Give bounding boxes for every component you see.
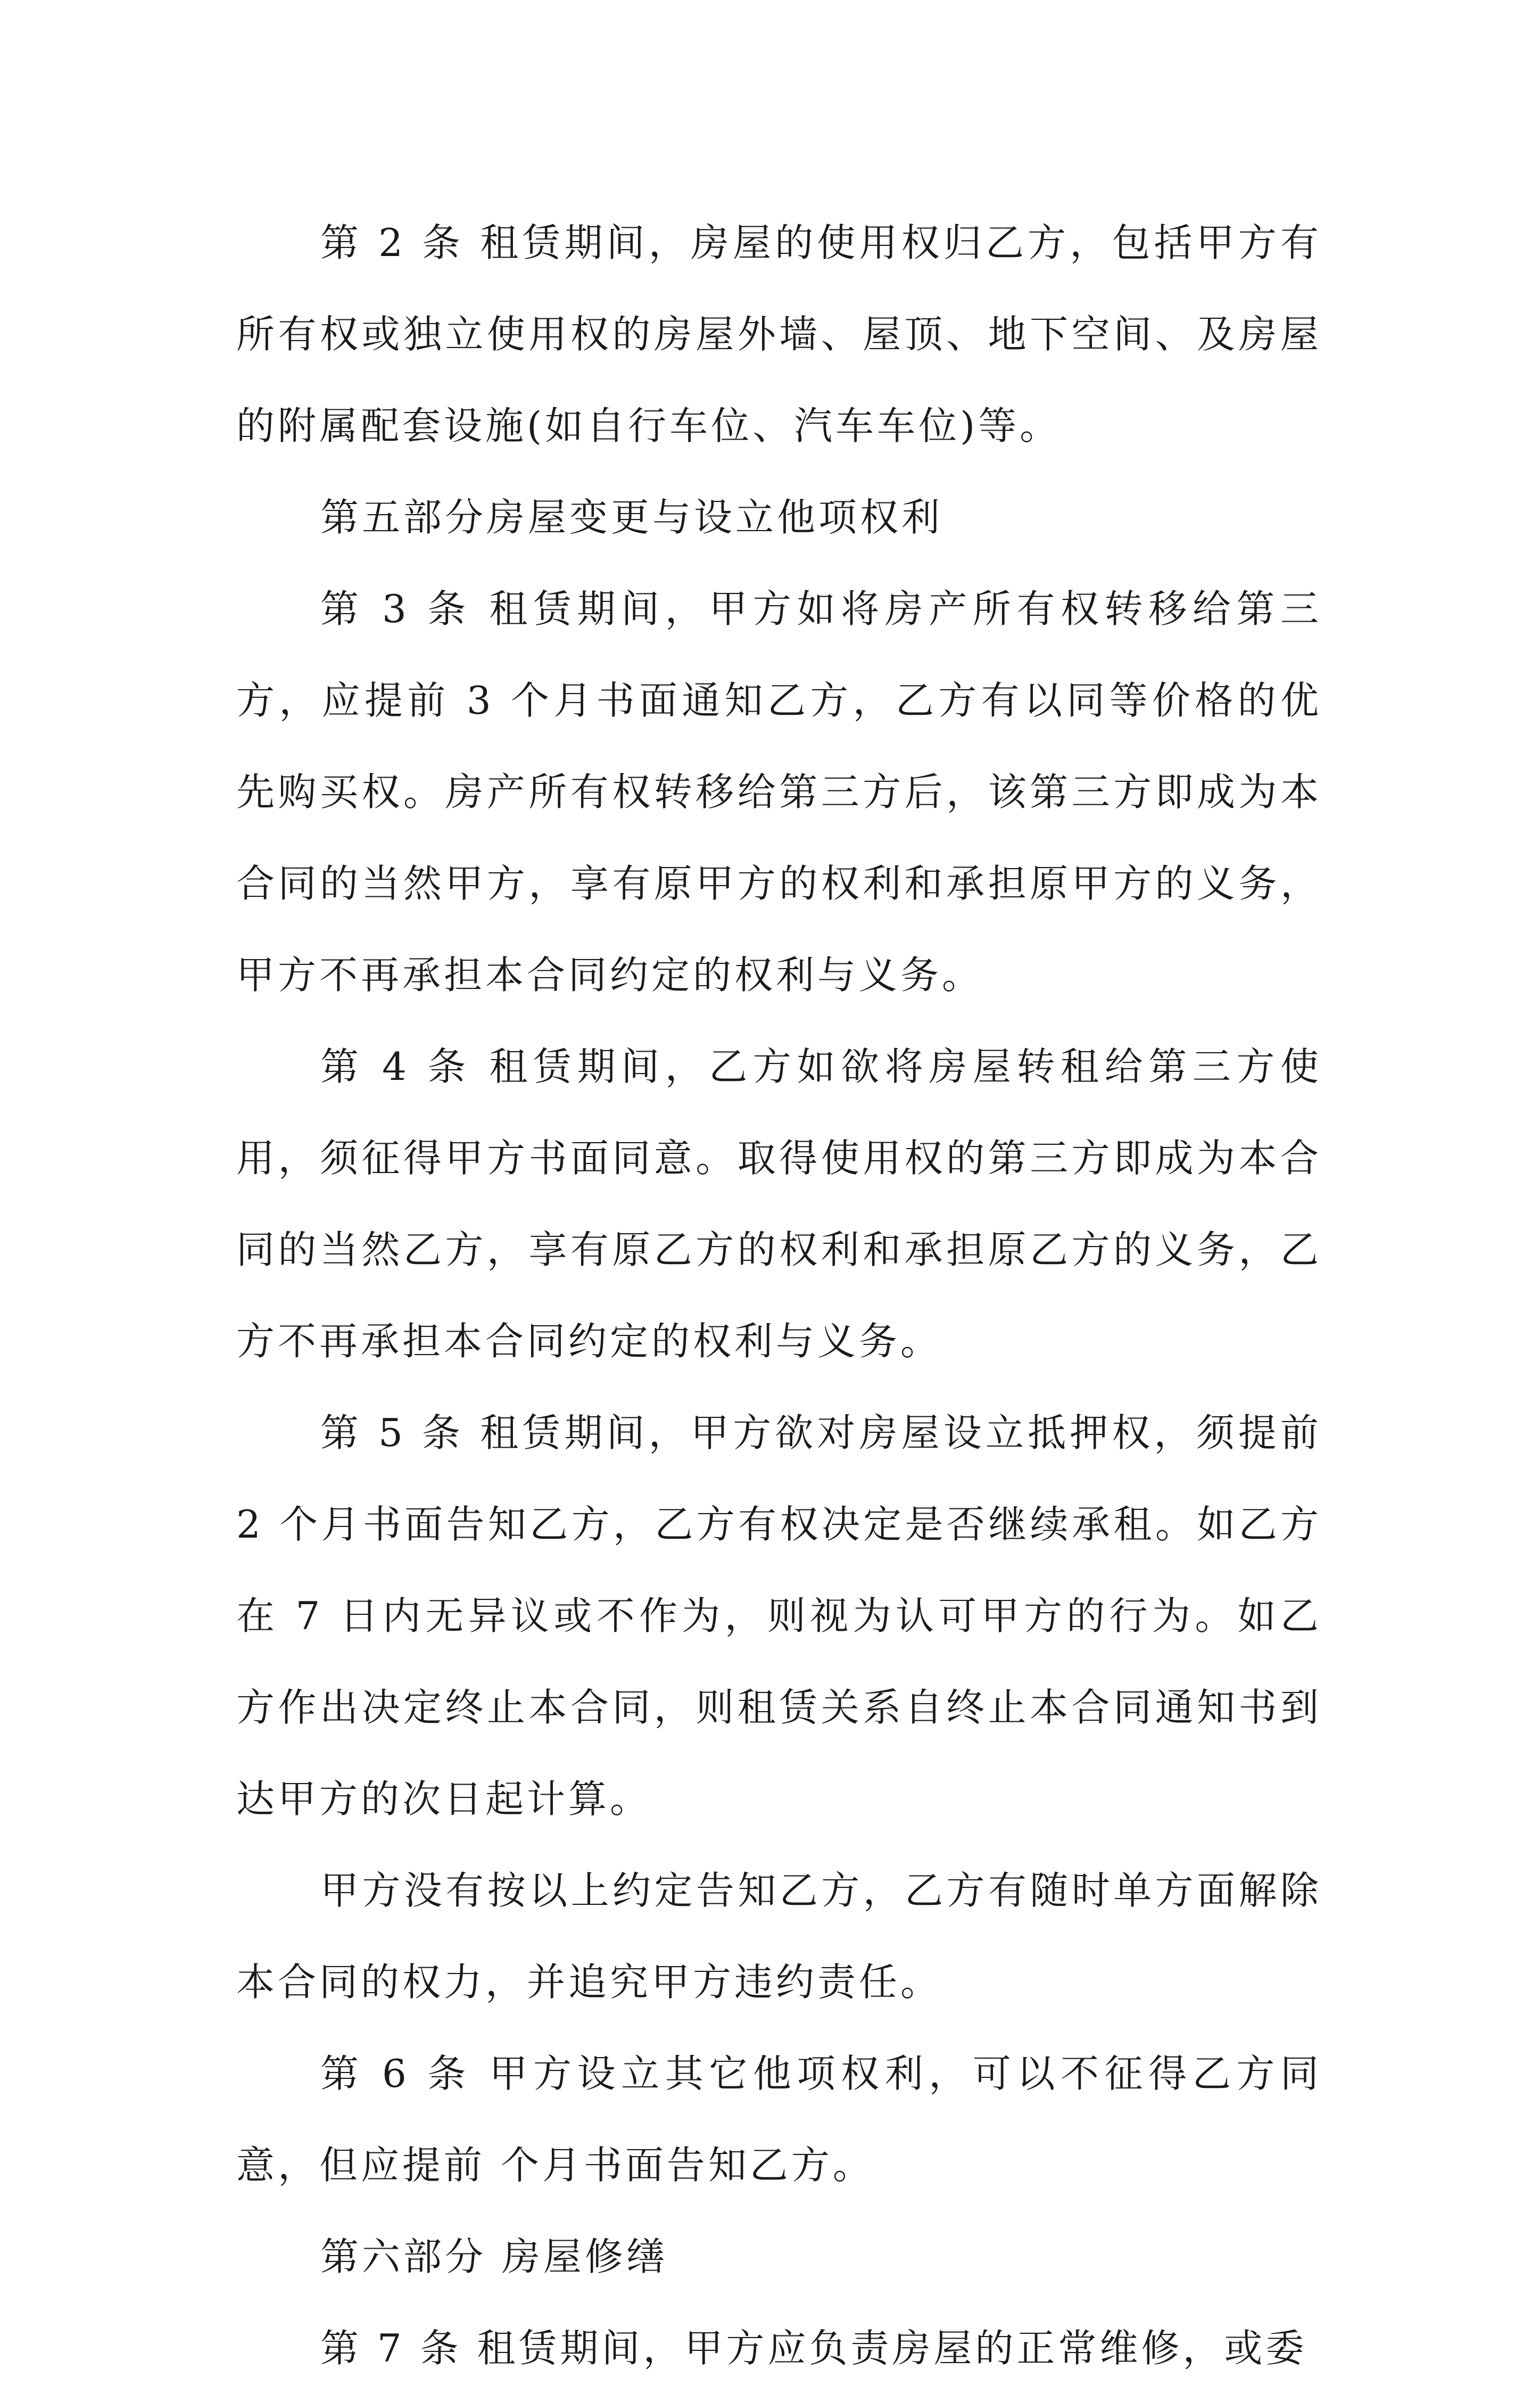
article-7-paragraph: 第 7 条 租赁期间，甲方应负责房屋的正常维修，或委	[320, 2326, 1307, 2371]
article-4-paragraph: 第 4 条 租赁期间，乙方如欲将房屋转租给第三方使用，须征得甲方书面同意。取得使用权的第三方即成为本合同的当然乙方，享有原乙方的权利和承担原乙方的义务，乙方不再承担本合同约定的权利与义务。	[236, 1044, 1322, 1364]
document-body	[236, 197, 1322, 2394]
article-5-paragraph: 第 5 条 租赁期间，甲方欲对房屋设立抵押权，须提前 2 个月书面告知乙方，乙方有权决定是否继续承租。如乙方在 7 日内无异议或不作为，则视为认可甲方的行为。如乙方作出决定终止本合同，则租赁关系自终止本合同通知书到达甲方的次日起计算。	[236, 1410, 1322, 1821]
part-5-heading: 第五部分房屋变更与设立他项权利	[320, 495, 943, 540]
article-2-paragraph: 第 2 条 租赁期间，房屋的使用权归乙方，包括甲方有所有权或独立使用权的房屋外墙、屋顶、地下空间、及房屋的附属配套设施(如自行车位、汽车车位)等。	[236, 220, 1322, 448]
article-3-paragraph: 第 3 条 租赁期间，甲方如将房产所有权转移给第三方，应提前 3 个月书面通知乙方，乙方有以同等价格的优先购买权。房产所有权转移给第三方后，该第三方即成为本合同的当然甲方，享有原甲方的权利和承担原甲方的义务，甲方不再承担本合同约定的权利与义务。	[236, 587, 1322, 997]
article-6-paragraph: 第 6 条 甲方设立其它他项权利，可以不征得乙方同意，但应提前 个月书面告知乙方。	[236, 2051, 1322, 2187]
part-6-heading: 第六部分 房屋修缮	[320, 2234, 668, 2279]
article-5-note-paragraph: 甲方没有按以上约定告知乙方，乙方有随时单方面解除本合同的权力，并追究甲方违约责任。	[236, 1868, 1322, 2004]
